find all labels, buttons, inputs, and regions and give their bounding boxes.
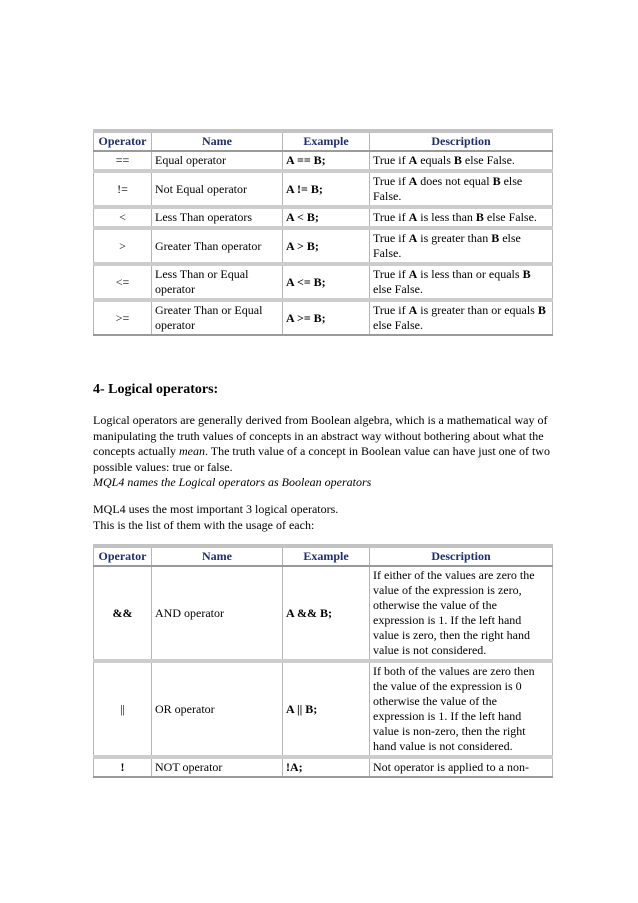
example-cell: A >= B; [283,300,370,335]
description-text: is less than [417,210,476,224]
example-cell: A == B; [283,151,370,171]
name-cell: Equal operator [152,151,283,171]
name-cell: AND operator [152,566,283,661]
description-emphasis: A [408,210,418,224]
example-cell: A || B; [283,661,370,757]
usage-line-1: MQL4 uses the most important 3 logical operators. [93,502,339,516]
name-cell: Not Equal operator [152,171,283,207]
operator-cell: == [94,151,152,171]
description-text: True if [373,303,409,317]
intro-italic-word: mean [178,444,205,458]
description-text: else False. [373,318,423,332]
description-emphasis: A [408,303,418,317]
description-emphasis: B [492,174,501,188]
operator-cell: ! [94,757,152,777]
description-emphasis: B [453,153,462,167]
description-cell [370,566,553,661]
header-description: Description [370,131,553,151]
usage-paragraph [93,502,338,533]
logical-operators-table [93,544,553,778]
table-row [94,171,553,207]
header-name: Name [152,131,283,151]
example-cell: A && B; [283,566,370,661]
operator-cell: || [94,661,152,757]
example-cell: !A; [283,757,370,777]
table-header-row [94,131,553,151]
name-cell: Less Than or Equal operator [152,264,283,300]
intro-text-end: . The truth value of a concept in Boolean value can have just one of two possible values: true or false. [93,444,550,474]
table-row [94,207,553,228]
description-emphasis: A [408,267,418,281]
description-text: If both of the values are zero then the value of the expression is 0 otherwise the value of the expression is 1. If the left hand value is non-zero, then the right hand value is not considered. [373,664,535,753]
example-cell: A > B; [283,228,370,264]
header-name: Name [152,546,283,566]
operator-cell: > [94,228,152,264]
description-text: else False. [373,282,423,296]
example-cell: A < B; [283,207,370,228]
description-text: is greater than or equals [417,303,538,317]
operator-cell: != [94,171,152,207]
description-text: Not operator is applied to a non- [373,760,529,774]
table-row [94,228,553,264]
example-cell: A != B; [283,171,370,207]
description-emphasis: A [408,231,418,245]
description-text: else False. [483,210,537,224]
description-emphasis: B [475,210,484,224]
description-text: True if [373,267,409,281]
description-text: If either of the values are zero the value of the expression is zero, otherwise the value of the expression is 1. If the left hand value is zero, then the right hand value is not considered. [373,568,535,657]
description-text: is less than or equals [417,267,523,281]
description-text: equals [417,153,454,167]
description-cell [370,661,553,757]
operator-cell: && [94,566,152,661]
description-emphasis: B [522,267,531,281]
intro-paragraph [93,413,563,491]
header-description: Description [370,546,553,566]
description-text: is greater than [417,231,492,245]
operator-cell: < [94,207,152,228]
description-cell [370,207,553,228]
header-example: Example [283,546,370,566]
description-emphasis: A [408,174,418,188]
description-text: else False. [373,231,521,260]
header-example: Example [283,131,370,151]
description-cell [370,300,553,335]
description-cell [370,757,553,777]
description-cell [370,228,553,264]
description-cell [370,264,553,300]
description-cell [370,171,553,207]
description-text: True if [373,231,409,245]
operator-cell: <= [94,264,152,300]
description-cell [370,151,553,171]
table-header-row [94,546,553,566]
comparison-operators-table [93,129,553,336]
description-text: True if [373,174,409,188]
section-heading: 4- Logical operators: [93,382,219,397]
usage-line-2: This is the list of them with the usage of each: [93,517,315,532]
intro-text: Logical operators are generally derived from Boolean algebra, which is a mathematical way of manipulating the truth values of concepts in an abstract way without bothering about what the concepts actually [93,413,548,458]
table-row [94,661,553,757]
name-cell: Greater Than operator [152,228,283,264]
table-row [94,264,553,300]
description-text: else False. [373,174,523,203]
description-emphasis: B [537,303,546,317]
header-operator: Operator [94,546,152,566]
name-cell: Less Than operators [152,207,283,228]
description-emphasis: B [491,231,500,245]
description-emphasis: A [408,153,418,167]
description-text: does not equal [417,174,493,188]
description-text: True if [373,210,409,224]
description-text: else False. [461,153,515,167]
operator-cell: >= [94,300,152,335]
table-row [94,151,553,171]
table-row [94,757,553,777]
example-cell: A <= B; [283,264,370,300]
description-text: True if [373,153,409,167]
name-cell: Greater Than or Equal operator [152,300,283,335]
header-operator: Operator [94,131,152,151]
table-row [94,566,553,661]
name-cell: OR operator [152,661,283,757]
name-cell: NOT operator [152,757,283,777]
table-row [94,300,553,335]
italic-note: MQL4 names the Logical operators as Boolean operators [93,475,372,489]
